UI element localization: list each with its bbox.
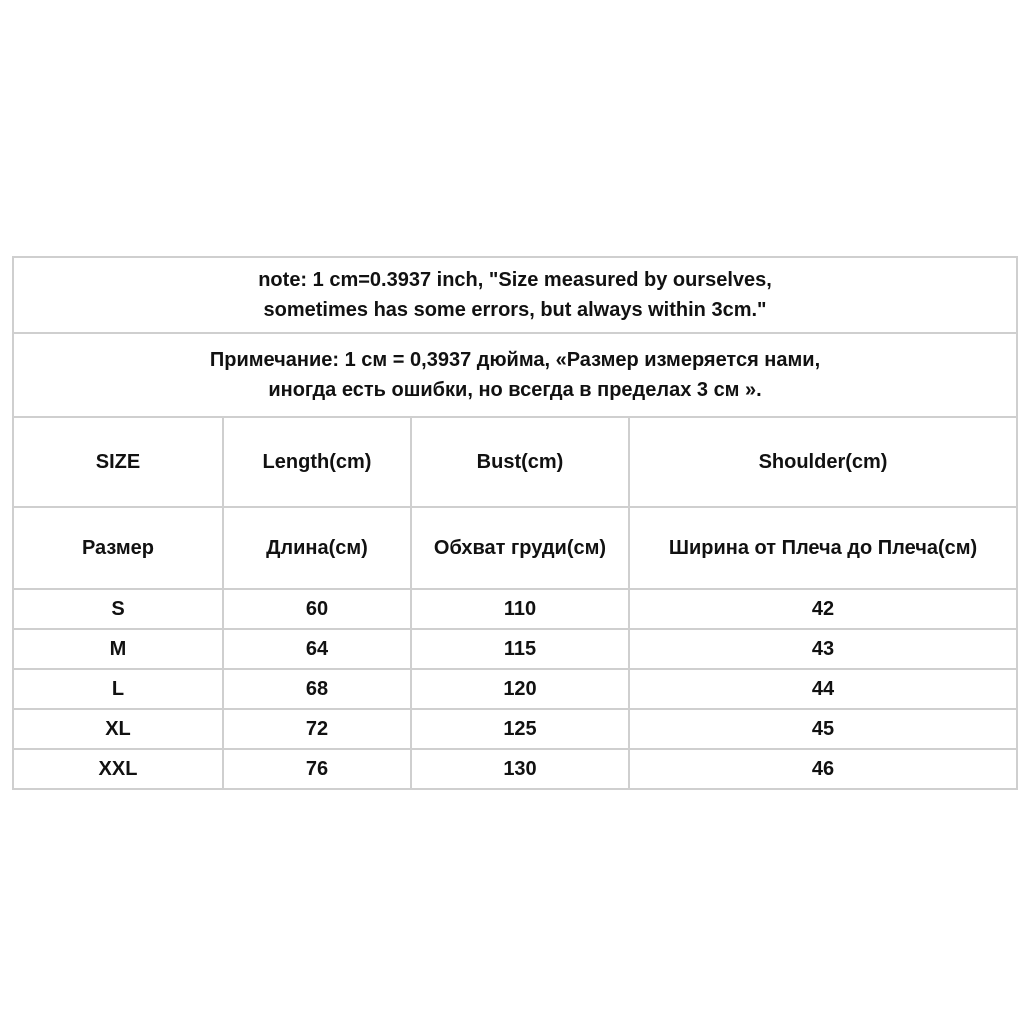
note-russian-row (13, 333, 1017, 417)
note-english-line-2: sometimes has some errors, but always within 3cm." (263, 299, 767, 321)
table-row (13, 629, 1017, 669)
bust-cell: 110 (411, 589, 629, 629)
note-english-row (13, 257, 1017, 333)
size-cell: M (13, 629, 223, 669)
header-shoulder-ru: Ширина от Плеча до Плеча(см) (629, 507, 1017, 589)
bust-cell: 115 (411, 629, 629, 669)
length-cell: 60 (223, 589, 411, 629)
header-shoulder: Shoulder(cm) (629, 417, 1017, 507)
size-chart-table (12, 256, 1018, 790)
header-russian-row (13, 507, 1017, 589)
size-cell: S (13, 589, 223, 629)
size-cell: L (13, 669, 223, 709)
note-russian-line-2: иногда есть ошибки, но всегда в пределах 3 см ». (268, 379, 762, 401)
size-cell: XXL (13, 749, 223, 789)
table-row (13, 709, 1017, 749)
header-length-ru: Длина(см) (223, 507, 411, 589)
header-bust: Bust(cm) (411, 417, 629, 507)
bust-cell: 125 (411, 709, 629, 749)
shoulder-cell: 42 (629, 589, 1017, 629)
shoulder-cell: 43 (629, 629, 1017, 669)
shoulder-cell: 46 (629, 749, 1017, 789)
length-cell: 68 (223, 669, 411, 709)
table-row (13, 749, 1017, 789)
bust-cell: 130 (411, 749, 629, 789)
size-cell: XL (13, 709, 223, 749)
header-english-row (13, 417, 1017, 507)
note-russian (13, 333, 1017, 417)
table-row (13, 589, 1017, 629)
bust-cell: 120 (411, 669, 629, 709)
length-cell: 72 (223, 709, 411, 749)
header-size-ru: Размер (13, 507, 223, 589)
length-cell: 64 (223, 629, 411, 669)
header-size: SIZE (13, 417, 223, 507)
note-english (13, 257, 1017, 333)
note-english-line-1: note: 1 cm=0.3937 inch, "Size measured by ourselves, (258, 269, 772, 291)
length-cell: 76 (223, 749, 411, 789)
header-bust-ru: Обхват груди(см) (411, 507, 629, 589)
note-russian-line-1: Примечание: 1 см = 0,3937 дюйма, «Размер измеряется нами, (209, 349, 821, 371)
table-row (13, 669, 1017, 709)
shoulder-cell: 44 (629, 669, 1017, 709)
header-length: Length(cm) (223, 417, 411, 507)
shoulder-cell: 45 (629, 709, 1017, 749)
